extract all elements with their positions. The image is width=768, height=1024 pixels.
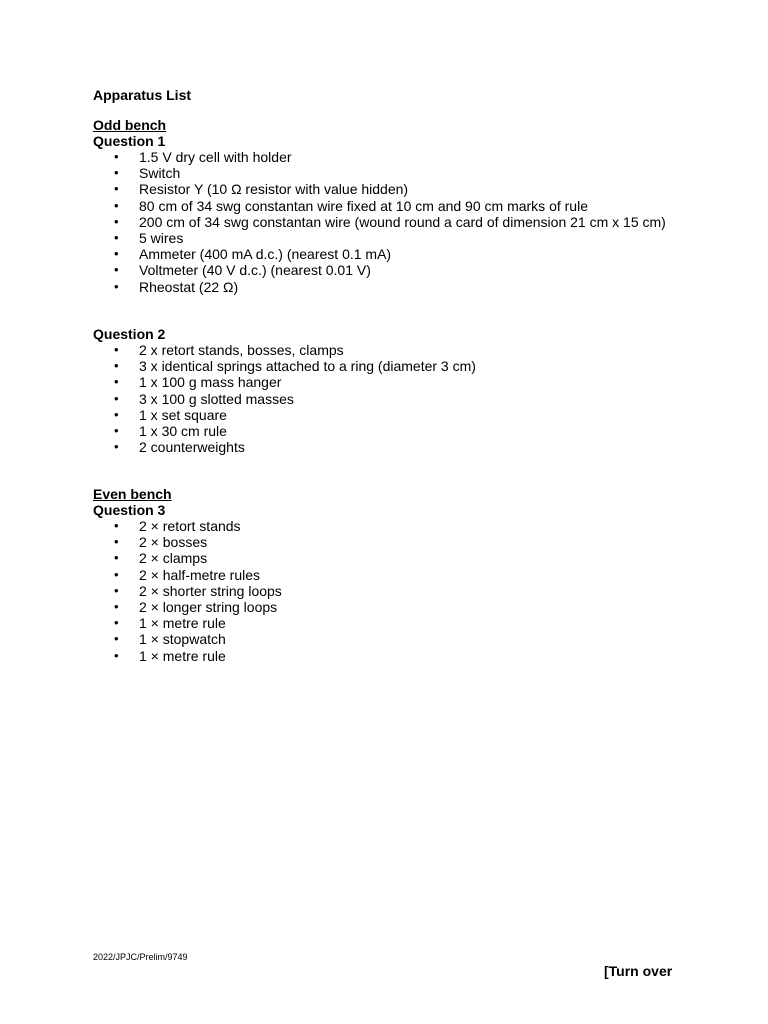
even-bench-section xyxy=(93,486,282,664)
bullet-dot-icon: • xyxy=(114,534,119,550)
bullet-dot-icon: • xyxy=(114,550,119,566)
list-item xyxy=(93,648,282,664)
list-item-text: 200 cm of 34 swg constantan wire (wound round a card of dimension 21 cm x 15 cm) xyxy=(139,213,666,230)
list-item-text: 1 x 30 cm rule xyxy=(139,422,227,439)
list-item-text: 1 x 100 g mass hanger xyxy=(139,374,282,391)
bullet-dot-icon: • xyxy=(114,213,119,229)
bullet-dot-icon: • xyxy=(114,518,119,533)
list-item xyxy=(93,149,666,165)
list-item xyxy=(93,198,666,214)
list-item xyxy=(93,407,476,423)
odd-bench-heading: Odd bench xyxy=(93,117,167,133)
list-item-text: 5 wires xyxy=(139,229,184,246)
list-item-text: 3 x 100 g slotted masses xyxy=(139,390,294,407)
bullet-dot-icon: • xyxy=(114,631,119,647)
list-item xyxy=(93,534,282,550)
bullet-dot-icon: • xyxy=(114,406,119,422)
list-item xyxy=(93,599,282,615)
list-item xyxy=(93,615,282,631)
bullet-dot-icon: • xyxy=(114,422,119,438)
list-item-text: 2 × clamps xyxy=(139,550,208,567)
bullet-dot-icon: • xyxy=(114,246,119,262)
bullet-dot-icon: • xyxy=(114,262,119,278)
question-2-section xyxy=(93,326,476,455)
list-item xyxy=(93,518,282,534)
bullet-dot-icon: • xyxy=(114,615,119,631)
list-item-text: 2 × longer string loops xyxy=(139,598,278,615)
list-item xyxy=(93,423,476,439)
list-item xyxy=(93,230,666,246)
list-item xyxy=(93,165,666,181)
question-1-heading: Question 1 xyxy=(93,133,166,149)
list-item xyxy=(93,391,476,407)
list-item xyxy=(93,567,282,583)
list-item xyxy=(93,181,666,197)
list-item xyxy=(93,374,476,390)
bullet-dot-icon: • xyxy=(114,647,119,663)
bullet-dot-icon: • xyxy=(114,598,119,614)
list-item-text: Rheostat (22 Ω) xyxy=(139,278,239,295)
list-item-text: 1 × metre rule xyxy=(139,615,226,632)
question-2-heading: Question 2 xyxy=(93,326,166,342)
list-item-text: 3 x identical springs attached to a ring (diameter 3 cm) xyxy=(139,358,476,375)
list-item-text: 2 × half-metre rules xyxy=(139,566,260,583)
question-3-list xyxy=(93,518,282,664)
bullet-dot-icon: • xyxy=(114,197,119,213)
bullet-dot-icon: • xyxy=(114,374,119,390)
list-item-text: Voltmeter (40 V d.c.) (nearest 0.01 V) xyxy=(139,262,371,279)
question-1-list xyxy=(93,149,666,295)
list-item xyxy=(93,583,282,599)
list-item xyxy=(93,279,666,295)
list-item-text: 1.5 V dry cell with holder xyxy=(139,149,292,165)
list-item-text: 2 × retort stands xyxy=(139,518,241,534)
turn-over-label: [Turn over xyxy=(604,963,673,979)
document-title: Apparatus List xyxy=(93,87,192,103)
bullet-dot-icon: • xyxy=(114,342,119,357)
list-item xyxy=(93,439,476,455)
list-item-text: Switch xyxy=(139,165,181,182)
list-item-text: 80 cm of 34 swg constantan wire fixed at 10 cm and 90 cm marks of rule xyxy=(139,197,588,214)
document-code: 2022/JPJC/Prelim/9749 xyxy=(93,952,188,962)
odd-bench-section xyxy=(93,117,666,295)
list-item-text: Resistor Y (10 Ω resistor with value hidden) xyxy=(139,181,409,198)
list-item-text: Ammeter (400 mA d.c.) (nearest 0.1 mA) xyxy=(139,246,392,263)
list-item xyxy=(93,358,476,374)
bullet-dot-icon: • xyxy=(114,358,119,374)
list-item xyxy=(93,631,282,647)
list-item-text: 2 × bosses xyxy=(139,534,208,551)
list-item xyxy=(93,550,282,566)
bullet-dot-icon: • xyxy=(114,390,119,406)
bullet-dot-icon: • xyxy=(114,439,119,455)
bullet-dot-icon: • xyxy=(114,566,119,582)
question-2-list xyxy=(93,342,476,455)
list-item-text: 2 x retort stands, bosses, clamps xyxy=(139,342,344,358)
even-bench-heading: Even bench xyxy=(93,486,172,502)
list-item xyxy=(93,262,666,278)
bullet-dot-icon: • xyxy=(114,229,119,245)
list-item xyxy=(93,342,476,358)
list-item-text: 1 × stopwatch xyxy=(139,631,226,648)
bullet-dot-icon: • xyxy=(114,181,119,197)
list-item-text: 1 × metre rule xyxy=(139,647,226,664)
bullet-dot-icon: • xyxy=(114,278,119,294)
bullet-dot-icon: • xyxy=(114,165,119,181)
question-3-heading: Question 3 xyxy=(93,502,166,518)
bullet-dot-icon: • xyxy=(114,582,119,598)
list-item-text: 2 × shorter string loops xyxy=(139,582,282,599)
list-item-text: 2 counterweights xyxy=(139,439,245,456)
bullet-dot-icon: • xyxy=(114,149,119,164)
list-item xyxy=(93,246,666,262)
list-item-text: 1 x set square xyxy=(139,406,227,423)
list-item xyxy=(93,214,666,230)
